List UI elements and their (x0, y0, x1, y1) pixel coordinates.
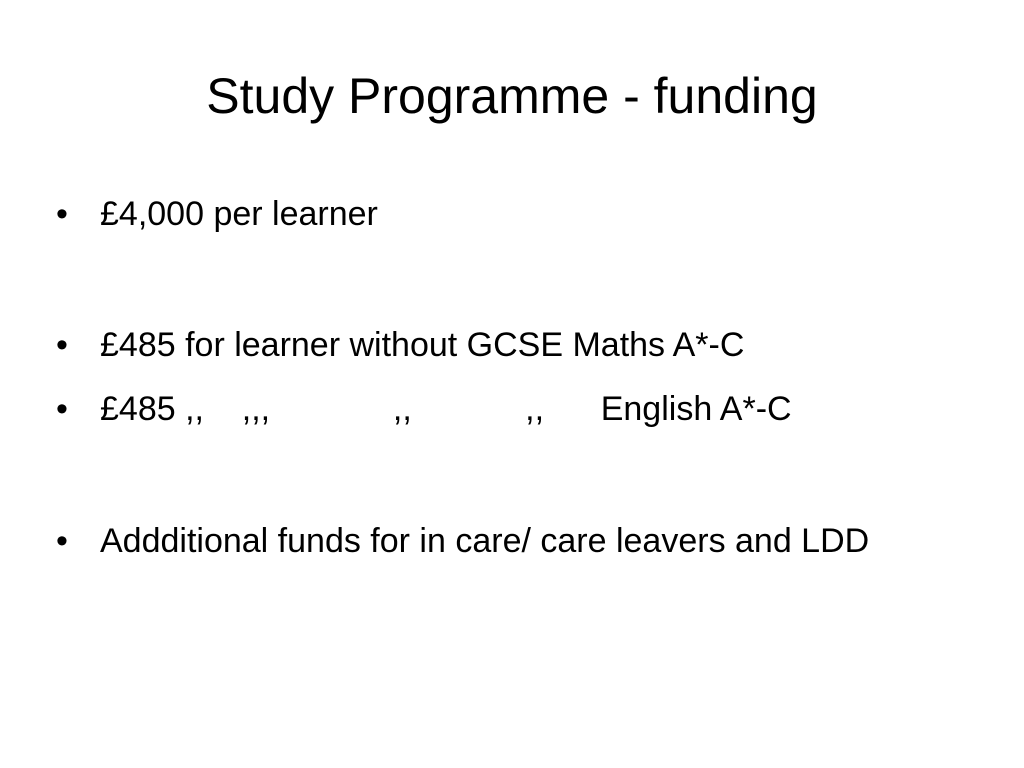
bullet-text: £485 for learner without GCSE Maths A*-C (100, 326, 745, 364)
bullet-item (56, 318, 996, 372)
bullet-text: £485 ,, ,,, ,, ,, English A*-C (100, 390, 792, 428)
bullet-icon: • (56, 390, 68, 428)
bullet-text: £4,000 per learner (100, 195, 378, 233)
bullet-text: Addditional funds for in care/ care leavers and LDD (100, 522, 870, 560)
bullet-item (56, 382, 996, 436)
bullet-item (56, 187, 996, 241)
bullet-icon: • (56, 522, 68, 560)
slide-title: Study Programme - funding (206, 68, 818, 124)
bullet-icon: • (56, 326, 68, 364)
bullet-item (56, 514, 996, 568)
bullet-icon: • (56, 195, 68, 233)
